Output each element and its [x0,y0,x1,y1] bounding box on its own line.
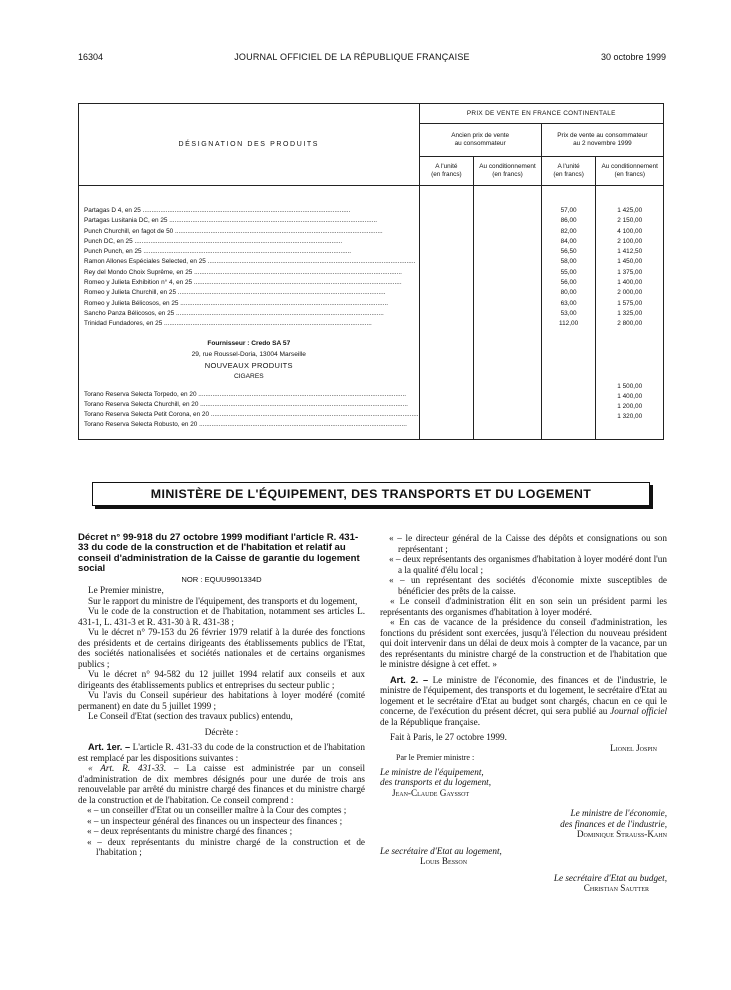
new-pack-price: 1 200,00 [617,403,643,411]
page-number: 16304 [78,52,104,62]
product-name: Partagas D 4, en 25 ..... [79,206,419,216]
minister-economy-name: Dominique Strauss-Kahn [576,829,667,839]
minister-economy-title-2: des finances et de l'industrie, [560,818,667,829]
quoted-article [78,763,365,805]
decree-paragraph: Vu le décret n° 79-153 du 26 février 1979 relatif à la durée des fonctions des présidents et de certains dirigeants des établissements publics de l'Etat, des sociétés nationalisées et sociétés nationales et de certains organismes publics ; [78,627,365,669]
secretary-budget-title: Le secrétaire d'Etat au budget, [553,872,667,883]
pack-price: 1 325,00 [617,309,643,317]
product-name: Punch Churchill, en fagot de 50 ..... [79,227,419,237]
decree-left-column [78,533,365,858]
cigars-heading: CIGARES [233,372,264,380]
decree-paragraph: Vu le code de la construction et de l'habitation, notamment ses articles L. 431-1, L. 431-3 et R. 431-30 à R. 431-38 ; [78,606,365,627]
new-product-name: Torano Reserva Selecta Torpedo, en 20 ..... [79,390,419,400]
pm-signature: Lionel Jospin [610,742,657,753]
secretary-housing-title: Le secrétaire d'Etat au logement, [380,845,502,856]
pack-price: 1 375,00 [617,268,643,276]
journal-title: JOURNAL OFFICIEL DE LA RÉPUBLIQUE FRANÇAISE [234,52,470,62]
pack-price: 2 800,00 [617,320,643,328]
new-pack-header: Au conditionnement (en francs) [596,157,664,186]
decree-paragraph: Vu l'avis du Conseil supérieur des habitations à loyer modéré (comité permanent) en date du 5 juillet 1999 ; [78,690,365,711]
pack-price: 2 100,00 [617,237,643,245]
new-product-name: Torano Reserva Selecta Petit Corona, en 20 ..... [79,410,419,420]
decrete-heading: Décrète : [204,726,239,737]
supplier-name: Fournisseur : Credo SA 57 [207,339,291,347]
new-pack-column [596,186,664,440]
article-2-end: de la République française. [380,716,480,727]
new-pack-price: 1 400,00 [617,392,643,400]
unit-price: 56,50 [560,248,577,256]
member-item: « – deux représentants du ministre chargé des finances ; [87,826,293,837]
supplier-address: 29, rue Roussel-Doria, 13004 Marseille [191,350,306,358]
unit-price: 58,00 [560,258,577,266]
pack-price: 1 412,50 [617,248,643,256]
issue-date: 30 octobre 1999 [600,52,666,62]
decree-paragraph: « En cas de vacance de la présidence du conseil d'administration, les fonctions du président sont exercées, jusqu'à l'élection du nouveau président qui doit intervenir dans un délai de deux mois à compter de la vacance, par un des représentants du ministre chargé de la construction et de l'habitation que le ministre désigne à cet effet. » [380,617,667,669]
minister-equipment-title-2: des transports et du logement, [380,777,492,787]
new-unit-header: A l'unité (en francs) [541,157,596,186]
price-table [78,103,664,440]
old-unit-header: A l'unité (en francs) [419,157,474,186]
member-item: « – un représentant des sociétés d'économie mixte susceptibles de bénéficier des prêts de la caisse. [389,575,667,596]
new-products-heading: NOUVEAUX PRODUITS [204,360,293,370]
nor-reference: NOR : EQUU9901334D [181,574,262,584]
new-price-header: Prix de vente au consommateur au 2 novembre 1999 [541,124,663,157]
product-name: Rey del Mondo Choix Suprême, en 25 ..... [79,268,419,278]
article-1 [78,742,365,763]
article-2 [380,675,667,728]
decree-title: Décret n° 99-918 du 27 octobre 1999 modifiant l'article R. 431-33 du code de la construction et de l'habitation et relatif au conseil d'administration de la Caisse de garantie du logement social [78,532,360,575]
secretary-housing-name: Louis Besson [420,856,468,866]
minister-economy-title: Le ministre de l'économie, [570,808,667,818]
new-unit-column [541,186,596,440]
product-names [79,186,420,440]
member-item: « – un conseiller d'Etat ou un conseiller maître à la Cour des comptes ; [87,805,347,816]
pack-price: 1 575,00 [617,299,643,307]
pack-price: 4 100,00 [617,227,643,235]
old-pack-header: Au conditionnement (en francs) [474,157,542,186]
member-item: « – un inspecteur général des finances ou un inspecteur des finances ; [87,815,343,826]
unit-price: 57,00 [560,207,577,214]
old-pack-column [474,186,542,440]
product-name: Ramon Allones Espéciales Selected, en 25 ..... [79,257,419,267]
member-item: « – deux représentants des organismes d'habitation à loyer modéré dont l'un a la qualité d'élu local ; [389,554,667,575]
price-header: PRIX DE VENTE EN FRANCE CONTINENTALE [419,104,663,124]
member-item: « – deux représentants du ministre chargé de la construction et de l'habitation ; [87,836,365,858]
unit-price: 80,00 [560,289,577,297]
article-2-text: Le ministre de l'économie, des finances et de l'industrie, le ministre de l'équipement, des transports et du logement, le secrétaire d'Etat au logement et le secrétaire d'Etat au budget sont chargés, chacun en ce qui le concerne, de l'exécution du présent décret, qui sera publié au [380,674,668,716]
member-item: « – le directeur général de la Caisse des dépôts et consignations ou son représentant ; [389,533,667,554]
product-name: Trinidad Fundadores, en 25 ..... [79,319,419,329]
article-1-label: Art. 1er. – [88,742,131,753]
product-name: Punch DC, en 25 ..... [79,237,419,247]
new-product-name: Torano Reserva Selecta Churchill, en 20 ..... [79,400,419,410]
quoted-article-text: La caisse est administrée par un conseil d'administration de dix membres désignés pour une durée de trois ans renouvelable par arrêté du ministre chargé des finances et du ministre chargé de la construction et de l'habitation. Ce conseil comprend : [78,763,366,805]
unit-price: 55,00 [560,268,577,276]
old-unit-column [419,186,474,440]
decree-paragraph: Le Conseil d'Etat (section des travaux publics) entendu, [88,711,293,722]
decree-paragraph: Vu le décret n° 94-582 du 12 juillet 1994 relatif aux conseils et aux dirigeants des établissements publics et entreprises du secteur public ; [78,669,365,690]
new-product-name: Torano Reserva Selecta Robusto, en 20 ..... [79,420,419,430]
designation-header: DÉSIGNATION DES PRODUITS [79,104,420,186]
decree-paragraph: Sur le rapport du ministre de l'équipement, des transports et du logement, [88,595,358,606]
product-name: Romeo y Julieta Churchill, en 25 ..... [79,288,419,298]
supplier-block [79,338,419,382]
decree-paragraph: Le Premier ministre, [88,585,164,596]
unit-price: 84,00 [560,237,577,245]
old-price-header: Ancien prix de vente au consommateur [419,124,541,157]
unit-price: 63,00 [560,299,577,307]
secretary-budget-name: Christian Sautter [583,883,649,893]
pack-price: 1 450,00 [617,258,643,266]
quoted-article-label: « Art. R. 431-33. – [88,763,179,774]
decree-paragraph: « Le conseil d'administration élit en son sein un président parmi les représentants des organismes d'habitation à loyer modéré. [380,596,667,617]
journal-officiel-ref: Journal officiel [610,706,667,716]
ministry-banner: MINISTÈRE DE L'ÉQUIPEMENT, DES TRANSPORTS ET DU LOGEMENT [92,482,650,506]
product-name: Punch Punch, en 25 ..... [79,247,419,257]
unit-price: 53,00 [560,309,577,317]
unit-price: 56,00 [560,279,577,287]
new-pack-price: 1 320,00 [617,413,643,421]
minister-equipment-name: Jean-Claude Gayssot [392,787,470,798]
new-pack-price: 1 500,00 [617,382,643,390]
unit-price: 112,00 [559,320,579,328]
pack-price: 2 000,00 [617,289,643,297]
minister-equipment-title: Le ministre de l'équipement, [380,766,484,777]
pack-price: 1 400,00 [617,279,643,287]
article-1-text: L'article R. 431-33 du code de la construction et de l'habitation est remplacé par les dispositions suivantes : [78,742,365,763]
article-2-label: Art. 2. – [390,674,429,685]
pack-price: 2 150,00 [617,217,643,225]
pack-price: 1 425,00 [617,207,643,214]
unit-price: 86,00 [560,217,577,225]
by-pm: Par le Premier ministre : [396,753,475,762]
unit-price: 82,00 [560,227,577,235]
product-name: Romeo y Julieta Exhibition n° 4, en 25 ..... [79,278,419,288]
product-name: Partagas Lusitania DC, en 25 ..... [79,216,419,226]
decree-right-column [380,533,667,894]
product-name: Sancho Panza Bélicosos, en 25 ..... [79,309,419,319]
done-at: Fait à Paris, le 27 octobre 1999. [390,732,507,742]
product-name: Romeo y Julieta Bélicosos, en 25 ..... [79,299,419,309]
page-header [78,52,666,62]
